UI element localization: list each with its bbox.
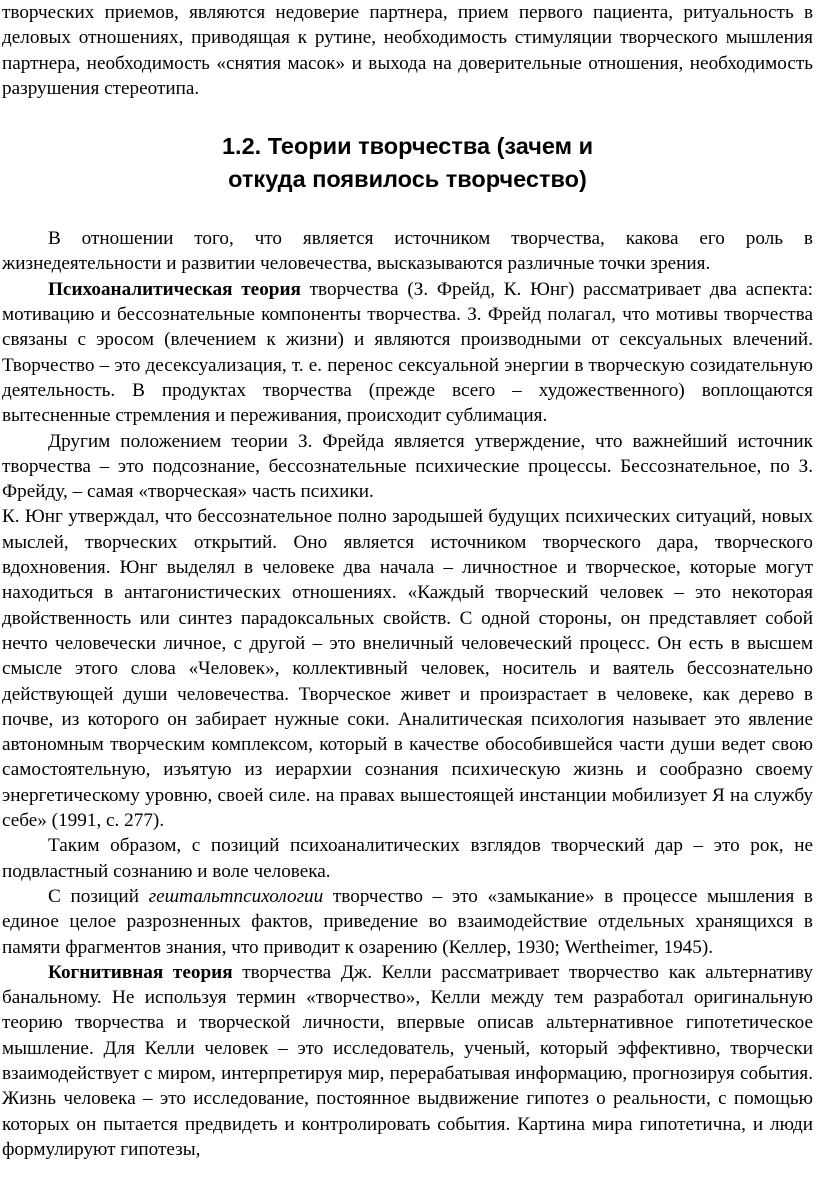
term-gestalt-psychology: гештальтпсихологии <box>148 885 324 907</box>
section-heading-line-2: откуда появилось творчество) <box>228 166 587 193</box>
section-heading-line-1: 1.2. Теории творчества (зачем и <box>221 133 594 160</box>
intro-paragraph <box>2 0 813 101</box>
intro-line-3: творческого мышления партнера, необходимость «снятия масок» и выхода на <box>2 27 813 74</box>
paragraph-cognitive-text: творчества Дж. Келли рассматривает творчество как альтернативу банальному. Не используя термин «творчество», Келли между тем разработал оригинальную теорию творчества и творческой личности, впервые описав альтернативное гипотетическое мышление. Для Келли человек – это исследователь, ученый, который эффективно, творчески взаимодействует с миром, интерпретируя мир, перерабатывая информацию, прогнозируя события. Жизнь человека – это исследование, постоянное выдвижение гипотез о реальности, с помощью которых он пытается предвидеть и контролировать события. Картина мира гипотетична, и люди формулируют гипотезы, <box>2 961 813 1160</box>
paragraph-gestalt-text: творчество – это «замыкание» в процессе мышления в единое целое разрозненных фактов, приведение во взаимодействие отдельных хранящихся в памяти фрагментов знания, что приводит к озарению (Келлер, 1930; Wertheimer, 1945). <box>2 885 813 958</box>
paragraph-gestalt-start: С позиций <box>48 885 149 907</box>
intro-line-4: доверительные отношения, необходимость разрушения стереотипа. <box>2 52 813 99</box>
paragraph-jung: К. Юнг утверждал, что бессознательное полно зародышей будущих психических ситуаций, новых мыслей, творческих открытий. Оно является источником творческого дара, творческого вдохновения. Юнг выделял в человеке два начала – личностное и творческое, которые могут находиться в антагонистических отношениях. «Каждый творческий человек – это некоторая двойственность или синтез парадоксальных свойств. С одной стороны, он представляет собой нечто человечески личное, с другой – это внеличный человеческий процесс. Он есть в высшем смысле этого слова «Человек», коллективный человек, носитель и ваятель бессознательно действующей души человечества. Творческое живет и произрастает в человеке, как дерево в почве, из которого он забирает нужные соки. Аналитическая психология называет это явление автономным творческим комплексом, который в качестве обособившейся части души ведет свою самостоятельную, изъятую из иерархии сознания психическую жизнь и сообразно своему энергетическому уровню, своей силе. на правах вышестоящей инстанции мобилизует Я на службу себе» (1991, с. 277). <box>2 506 813 832</box>
term-cognitive-theory: Когнитивная теория <box>48 961 233 983</box>
intro-line-1: творческих приемов, являются недоверие партнера, прием первого пациента, <box>2 2 674 23</box>
intro-line-2: ритуальность в деловых отношениях, приводящая к рутине, необходимость стимуляции <box>2 2 814 49</box>
paragraph-conclusion: Таким образом, с позиций психоаналитических взглядов творческий дар – это рок, не подвластный сознанию и воле человека. <box>2 835 813 882</box>
section-heading <box>2 130 813 196</box>
paragraph-sources: В отношении того, что является источником творчества, какова его роль в жизнедеятельности и развитии человечества, высказываются различные точки зрения. <box>2 228 813 275</box>
term-psychoanalytic-theory: Психоаналитическая теория <box>48 278 301 300</box>
paragraph-cognitive <box>2 960 813 1162</box>
paragraph-freud-subconscious: Другим положением теории З. Фрейда является утверждение, что важнейший источник творчества – это подсознание, бессознательные психические процессы. Бессознательное, по З. Фрейду, – самая «творческая» часть психики. <box>2 430 813 503</box>
paragraph-gestalt <box>2 884 813 960</box>
paragraph-psychoanalytic <box>2 277 813 429</box>
paragraph-psychoanalytic-text: творчества (З. Фрейд, К. Юнг) рассматривает два аспекта: мотивацию и бессознательные компоненты творчества. З. Фрейд полагал, что мотивы творчества связаны с эросом (влечением к жизни) и являются производными от сексуальных влечений. Творчество – это десексуализация, т. е. перенос сексуальной энергии в творческую созидательную деятельность. В продуктах творчества (прежде всего – художественного) воплощаются вытесненные стремления и переживания, происходит сублимация. <box>2 278 813 427</box>
